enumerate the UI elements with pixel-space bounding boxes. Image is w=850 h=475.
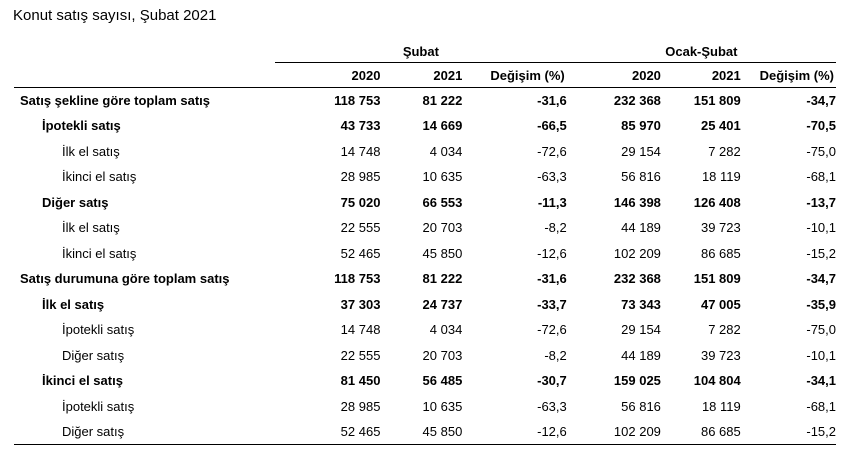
value-2021: 10 635 <box>422 169 463 185</box>
value-2020: 52 465 <box>275 419 380 445</box>
value-2020: 118 753 <box>334 271 381 287</box>
row-label: İkinci el satış <box>42 373 123 389</box>
table-row <box>14 88 836 114</box>
col-header-2021-cumulative: 2021 <box>711 67 741 83</box>
value-change: -11,3 <box>537 194 567 210</box>
value-2020-cumulative: 102 209 <box>613 245 661 261</box>
value-2021: 4 034 <box>429 322 463 338</box>
value-change-cumulative: -68,1 <box>806 398 836 414</box>
value-2021-cumulative: 39 723 <box>700 220 741 236</box>
row-label: İlk el satış <box>62 143 120 159</box>
row-label: İkinci el satış <box>62 245 137 261</box>
value-2020: 28 985 <box>340 169 381 185</box>
value-2020: 37 303 <box>340 296 381 312</box>
table-row <box>14 113 836 139</box>
value-2021: 10 635 <box>422 398 463 414</box>
row-label: İkinci el satış <box>62 169 137 185</box>
value-2021: 24 737 <box>422 296 463 312</box>
value-2020: 14 748 <box>340 143 381 159</box>
empty-header-cell <box>14 40 275 63</box>
value-2020: 22 555 <box>340 220 381 236</box>
value-2021-cumulative: 7 282 <box>708 143 741 159</box>
col-header-2020-cumulative: 2020 <box>631 67 661 83</box>
value-2021: 20 703 <box>422 347 463 363</box>
row-label: İlk el satış <box>62 220 120 236</box>
value-2021-cumulative: 151 809 <box>693 93 741 108</box>
value-change-cumulative: -34,1 <box>806 373 836 389</box>
value-2021-cumulative: 18 119 <box>701 169 741 185</box>
value-2021-cumulative: 47 005 <box>700 296 741 312</box>
row-label: İpotekli satış <box>42 118 121 134</box>
value-change: -72,6 <box>537 143 567 159</box>
row-label: Diğer satış <box>14 419 275 445</box>
value-2020-cumulative: 146 398 <box>613 194 661 210</box>
value-2021: 14 669 <box>422 118 463 134</box>
value-2020: 52 465 <box>340 245 381 261</box>
col-header-2021: 2021 <box>433 67 463 83</box>
page-title: Konut satış sayısı, Şubat 2021 <box>13 7 217 24</box>
value-change: -33,7 <box>537 296 567 312</box>
value-change-cumulative: -75,0 <box>806 322 836 338</box>
row-label: İlk el satış <box>42 296 105 312</box>
value-change: -8,2 <box>544 347 567 363</box>
value-2020: 43 733 <box>340 118 381 134</box>
value-change-cumulative: -13,7 <box>806 194 836 210</box>
table-row <box>14 394 836 420</box>
value-2021-cumulative: 39 723 <box>700 347 741 363</box>
value-2020-cumulative: 159 025 <box>613 373 661 389</box>
value-2021-cumulative: 126 408 <box>693 194 741 210</box>
col-header-change: Değişim (%) <box>490 67 565 83</box>
value-2021: 45 850 <box>422 245 463 261</box>
value-change-cumulative: -75,0 <box>806 143 836 159</box>
row-label: Diğer satış <box>42 194 109 210</box>
value-change: -72,6 <box>537 322 567 338</box>
value-change-cumulative: -15,2 <box>806 245 836 261</box>
table-row <box>14 419 836 445</box>
value-2021: 4 034 <box>429 143 463 159</box>
value-change-cumulative: -34,7 <box>806 271 836 287</box>
group-header-ocak-subat: Ocak-Şubat <box>567 40 836 63</box>
row-label: Satış durumuna göre toplam satış <box>20 271 230 287</box>
table-row <box>14 164 836 190</box>
value-2020-cumulative: 56 816 <box>621 169 661 185</box>
value-change-cumulative: -10,1 <box>806 347 836 363</box>
housing-sales-table <box>14 40 836 445</box>
table-row <box>14 343 836 369</box>
value-change-cumulative: -68,1 <box>806 169 836 185</box>
value-change-cumulative: -70,5 <box>806 118 836 134</box>
value-2021: 81 222 <box>422 93 463 108</box>
row-label: Diğer satış <box>62 347 125 363</box>
empty-header-cell <box>14 63 275 88</box>
value-change-cumulative: -34,7 <box>806 93 836 108</box>
value-2021: 81 222 <box>422 271 463 287</box>
value-change: -31,6 <box>537 93 567 108</box>
table-row <box>14 292 836 318</box>
value-2020: 75 020 <box>340 194 381 210</box>
group-header-subat: Şubat <box>275 40 567 63</box>
value-2021-cumulative: 104 804 <box>693 373 741 389</box>
col-header-2020: 2020 <box>351 67 381 83</box>
value-2020-cumulative: 102 209 <box>567 419 661 445</box>
table-row <box>14 266 836 292</box>
row-label: İpotekli satış <box>62 322 135 338</box>
table-row <box>14 241 836 267</box>
value-2020: 81 450 <box>340 373 381 389</box>
value-change: -30,7 <box>537 373 567 389</box>
value-2020-cumulative: 232 368 <box>613 93 661 108</box>
value-2020-cumulative: 56 816 <box>621 398 661 414</box>
value-2020-cumulative: 29 154 <box>621 322 661 338</box>
table-row <box>14 139 836 165</box>
value-change: -63,3 <box>537 398 567 414</box>
column-header-row <box>14 63 836 88</box>
value-2021: 66 553 <box>422 194 463 210</box>
value-2021-cumulative: 86 685 <box>661 419 741 445</box>
value-change-cumulative: -35,9 <box>806 296 836 312</box>
table-body <box>14 88 836 445</box>
value-2020-cumulative: 44 189 <box>621 347 661 363</box>
table-row <box>14 215 836 241</box>
group-header-row <box>14 40 836 63</box>
value-2021-cumulative: 7 282 <box>708 322 741 338</box>
table-row <box>14 190 836 216</box>
value-change: -63,3 <box>537 169 567 185</box>
value-2020-cumulative: 44 189 <box>621 220 661 236</box>
value-2020: 14 748 <box>340 322 381 338</box>
row-label: Satış şekline göre toplam satış <box>20 93 211 108</box>
value-change: -8,2 <box>544 220 567 236</box>
col-header-change-cumulative: Değişim (%) <box>759 67 834 83</box>
value-change: -12,6 <box>537 245 567 261</box>
row-label: İpotekli satış <box>62 398 135 414</box>
value-2021: 56 485 <box>422 373 463 389</box>
value-2021: 20 703 <box>422 220 463 236</box>
value-2020: 118 753 <box>334 93 381 108</box>
value-2021-cumulative: 151 809 <box>693 271 741 287</box>
value-2020-cumulative: 73 343 <box>621 296 661 312</box>
value-2020: 28 985 <box>340 398 381 414</box>
value-2021-cumulative: 18 119 <box>701 398 741 414</box>
value-change-cumulative: -15,2 <box>741 419 836 445</box>
value-change: -66,5 <box>537 118 567 134</box>
table-row <box>14 317 836 343</box>
value-change: -12,6 <box>462 419 566 445</box>
value-2021-cumulative: 86 685 <box>700 245 741 261</box>
table-row <box>14 368 836 394</box>
value-change: -31,6 <box>537 271 567 287</box>
value-2020-cumulative: 29 154 <box>621 143 661 159</box>
value-2020: 22 555 <box>340 347 381 363</box>
value-2020-cumulative: 85 970 <box>621 118 661 134</box>
value-change-cumulative: -10,1 <box>806 220 836 236</box>
value-2020-cumulative: 232 368 <box>613 271 661 287</box>
value-2021-cumulative: 25 401 <box>700 118 741 134</box>
value-2021: 45 850 <box>380 419 462 445</box>
